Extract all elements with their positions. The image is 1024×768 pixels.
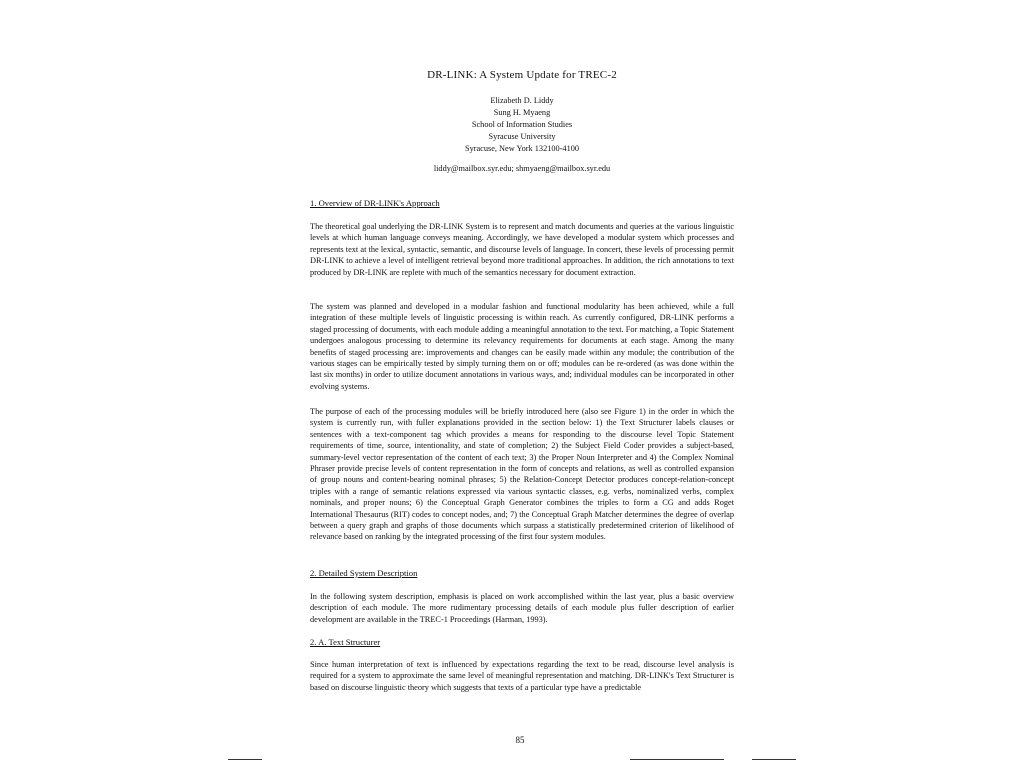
author-block [310, 95, 734, 155]
paragraph: Since human interpretation of text is influenced by expectations regarding the text to be read, discourse level analysis is required for a system to approximate the same level of meaningful representation and matching. DR-LINK's Text Structurer is based on discourse linguistic theory which suggests that texts of a particular type have a predictable [310, 660, 734, 692]
paper-title: DR-LINK: A System Update for TREC-2 [427, 69, 617, 81]
paragraph: The system was planned and developed in a modular fashion and functional modularity has been achieved, while a full integration of these multiple levels of linguistic processing is within reach. As currently configured, DR-LINK performs a staged processing of documents, with each module adding a meaningful annotation to the text. For matching, a Topic Statement undergoes analogous processing to determine its relevancy requirements for documents at each stage. Among the many benefits of staged processing are: improvements and changes can be easily made within any module; the contribution of the various stages can be empirically tested by simply turning them on or off; modules can be re-ordered (as was done within the last six months) in order to utilize document annotations in various ways, and; individual modules can be incorporated in other evolving systems. [310, 302, 734, 391]
paragraph: The theoretical goal underlying the DR-LINK System is to represent and match documents and queries at the various linguistic levels at which human language conveys meaning. Accordingly, we have developed a modular system which processes and represents text at the lexical, syntactic, semantic, and discourse levels of language. In concert, these levels of processing permit DR-LINK to achieve a level of intelligent retrieval beyond more traditional approaches. In addition, the rich annotations to text produced by DR-LINK are replete with much of the semantics necessary for document extraction. [310, 222, 734, 277]
section-heading-system-description: 2. Detailed System Description [310, 568, 418, 578]
scan-edge-mark [752, 759, 796, 760]
author-name: Sung H. Myaeng [493, 108, 551, 117]
page-number: 85 [515, 735, 525, 745]
section-heading-text-structurer: 2. A. Text Structurer [310, 637, 381, 647]
scan-edge-mark [630, 759, 724, 760]
scan-edge-mark [228, 759, 262, 760]
author-address: Syracuse, New York 132100-4100 [464, 144, 580, 153]
author-affiliation: School of Information Studies [471, 120, 573, 129]
section-heading-overview: 1. Overview of DR-LINK's Approach [310, 198, 440, 208]
author-institution: Syracuse University [488, 132, 556, 141]
author-name: Elizabeth D. Liddy [490, 96, 554, 105]
paragraph: The purpose of each of the processing modules will be briefly introduced here (also see Figure 1) in the order in which the system is currently run, with fuller explanations provided in the section below: 1) the Text Structurer labels clauses or sentences with a text-component tag which provides a means for responding to the discourse level Topic Statement requirements of time, source, intentionality, and state of completion; 2) the Subject Field Coder provides a subject-based, summary-level vector representation of the content of each text; 3) the Proper Noun Interpreter and 4) the Complex Nominal Phraser provide precise levels of content representation in the form of concepts and relations, as well as controlled expansion of group nouns and content-bearing nominal phrases; 5) the Relation-Concept Detector produces concept-relation-concept triples with a range of semantic relations expressed via various syntactic classes, e.g. verbs, nominalized verbs, complex nominals, and proper nouns; 6) the Conceptual Graph Generator combines the triples to form a CG and adds Roget International Thesaurus (RIT) codes to concept nodes, and; 7) the Conceptual Graph Matcher determines the degree of overlap between a query graph and graphs of those documents which surpass a statistically predetermined criterion of likelihood of relevance based on ranking by the integrated processing of the first four system modules. [310, 407, 734, 542]
author-emails: liddy@mailbox.syr.edu; shmyaeng@mailbox.syr.edu [433, 164, 611, 173]
paragraph: In the following system description, emphasis is placed on work accomplished within the last year, plus a basic overview description of each module. The more rudimentary processing details of each module plus fuller description of earlier development are available in the TREC-1 Proceedings (Harman, 1993). [310, 592, 734, 624]
